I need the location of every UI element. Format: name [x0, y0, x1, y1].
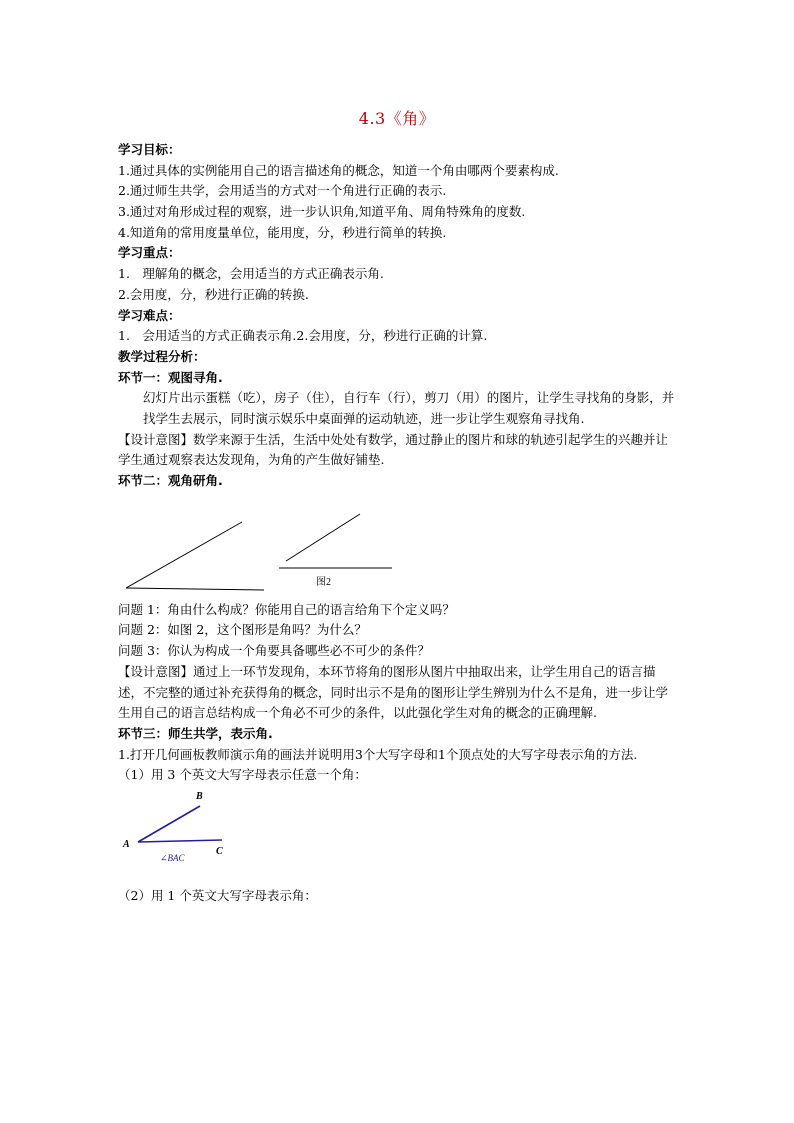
key-points-heading: 学习重点： — [118, 245, 181, 261]
question-item: 问题 2：如图 2，这个图形是角吗？为什么？ — [118, 622, 367, 638]
angle-figures-svg — [118, 492, 678, 600]
objective-item: 3.通过对角形成过程的观察，进一步认识角,知道平角、周角特殊角的度数. — [118, 204, 526, 220]
section3-sub1: （1）用 3 个英文大写字母表示任意一个角： — [118, 767, 367, 783]
page-title: 4.3《角》 — [358, 109, 436, 128]
document-body — [118, 140, 678, 907]
figure1-ray-upper — [126, 522, 242, 588]
process-heading: 教学过程分析： — [118, 348, 206, 364]
ray-ab — [138, 806, 200, 842]
section3-paragraph: 1.打开几何画板教师演示角的画法并说明用3个大写字母和1个顶点处的大写字母表示角的方法. — [118, 746, 638, 762]
difficulty-item: 1. 会用适当的方式正确表示角.2.会用度，分，秒进行正确的计算. — [118, 328, 488, 344]
ray-ac — [138, 840, 222, 842]
section1-design-intent: 【设计意图】数学来源于生活，生活中处处有数学，通过静止的图片和球的轨迹引起学生的兴趣并让学生通过观察表达发现角，为角的产生做好铺垫. — [118, 431, 669, 468]
section2-design-intent: 【设计意图】通过上一环节发现角，本环节将角的图形从图片中抽取出来，让学生用自己的语言描述，不完整的通过补充获得角的概念，同时出示不是角的图形让学生辨别为什么不是角，进一步让学生用自己的语言总结构成一个角必不可少的条件，以此强化学生对角的概念的正确理解. — [118, 663, 669, 721]
objective-item: 2.通过师生共学，会用适当的方式对一个角进行正确的表示. — [118, 183, 447, 199]
section1-paragraph: 幻灯片出示蛋糕（吃），房子（住），自行车（行），剪刀（用）的图片，让学生寻找角的身影，并找学生去展示，同时演示娱乐中桌面弹的运动轨迹，进一步让学生观察角寻找角. — [143, 390, 675, 426]
section3-sub2: （2）用 1 个英文大写字母表示角： — [118, 888, 317, 903]
question-item: 问题 3：你认为构成一个角要具备哪些必不可少的条件？ — [118, 643, 430, 659]
angle-bac-svg — [118, 786, 318, 886]
angle-figures — [118, 492, 678, 600]
label-c: C — [216, 846, 223, 857]
label-b: B — [196, 791, 203, 802]
label-a: A — [123, 839, 130, 850]
section3-heading: 环节三：师生共学，表示角. — [118, 725, 273, 741]
difficulties-heading: 学习难点： — [118, 307, 181, 323]
key-point-item: 1. 理解角的概念，会用适当的方式正确表示角. — [118, 266, 384, 282]
key-point-item: 2.会用度，分，秒进行正确的转换. — [118, 286, 309, 302]
angle-bac-figure — [118, 786, 678, 886]
figure2-label: 图2 — [316, 576, 331, 588]
section2-heading: 环节二：观角研角. — [118, 473, 223, 489]
objectives-heading: 学习目标： — [118, 142, 181, 157]
section1-heading: 环节一：观图寻角. — [118, 369, 223, 385]
objective-item: 4.知道角的常用度量单位，能用度，分，秒进行简单的转换. — [118, 224, 447, 240]
figure1-ray-lower — [126, 588, 264, 590]
figure2-segment-upper — [286, 514, 360, 561]
question-item: 问题 1：角由什么构成？你能用自己的语言给角下个定义吗？ — [118, 601, 455, 617]
objective-item: 1.通过具体的实例能用自己的语言描述角的概念，知道一个角由哪两个要素构成. — [118, 162, 559, 178]
angle-label: ∠BAC — [160, 853, 185, 863]
